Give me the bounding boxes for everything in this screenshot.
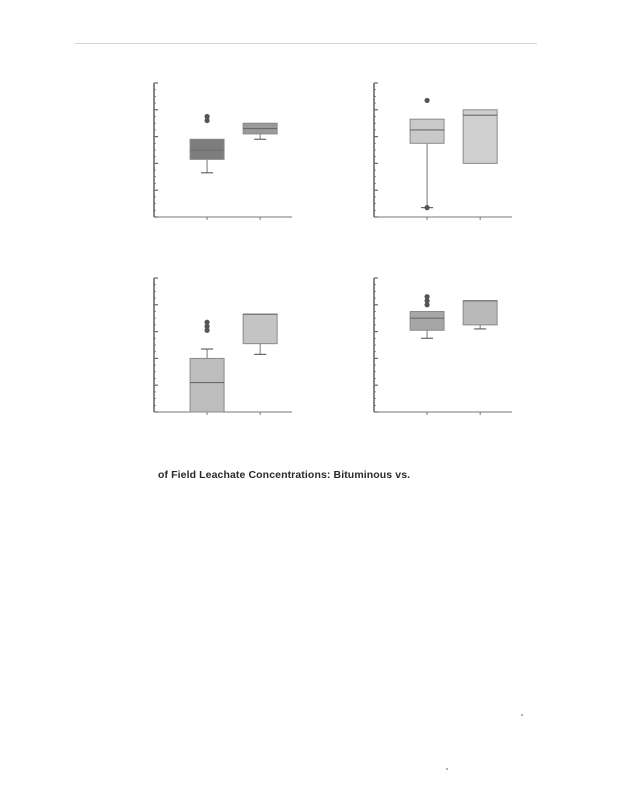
box-series-1 [190,320,224,412]
box-plot-top-left [140,75,310,240]
box [190,139,224,159]
box [463,110,497,164]
box-plot-top-left-svg [140,75,310,240]
box-series-1 [190,114,224,173]
box-series-2 [463,110,497,164]
box-plot-bottom-left-svg [140,270,310,435]
box-series-1 [410,294,444,338]
box-plot-bottom-left [140,270,310,435]
outlier-point [424,294,429,299]
box [463,301,497,325]
box-series-2 [243,314,277,354]
box-plot-top-right-svg [360,75,530,240]
outlier-point [424,205,429,210]
box [410,119,444,143]
page-speck [521,714,523,716]
box [243,314,277,343]
box-plot-top-right [360,75,530,240]
header-rule [75,43,537,44]
outlier-point [204,320,209,325]
box-plot-bottom-right [360,270,530,435]
box-series-1 [410,98,444,210]
box-series-2 [463,301,497,329]
box-plot-bottom-right-svg [360,270,530,435]
figure-caption: of Field Leachate Concentrations: Bituminous vs. [158,469,411,481]
outlier-point [424,98,429,103]
outlier-point [204,114,209,119]
box [190,358,224,412]
box [410,312,444,331]
box-series-2 [243,123,277,139]
page-speck [446,768,448,770]
